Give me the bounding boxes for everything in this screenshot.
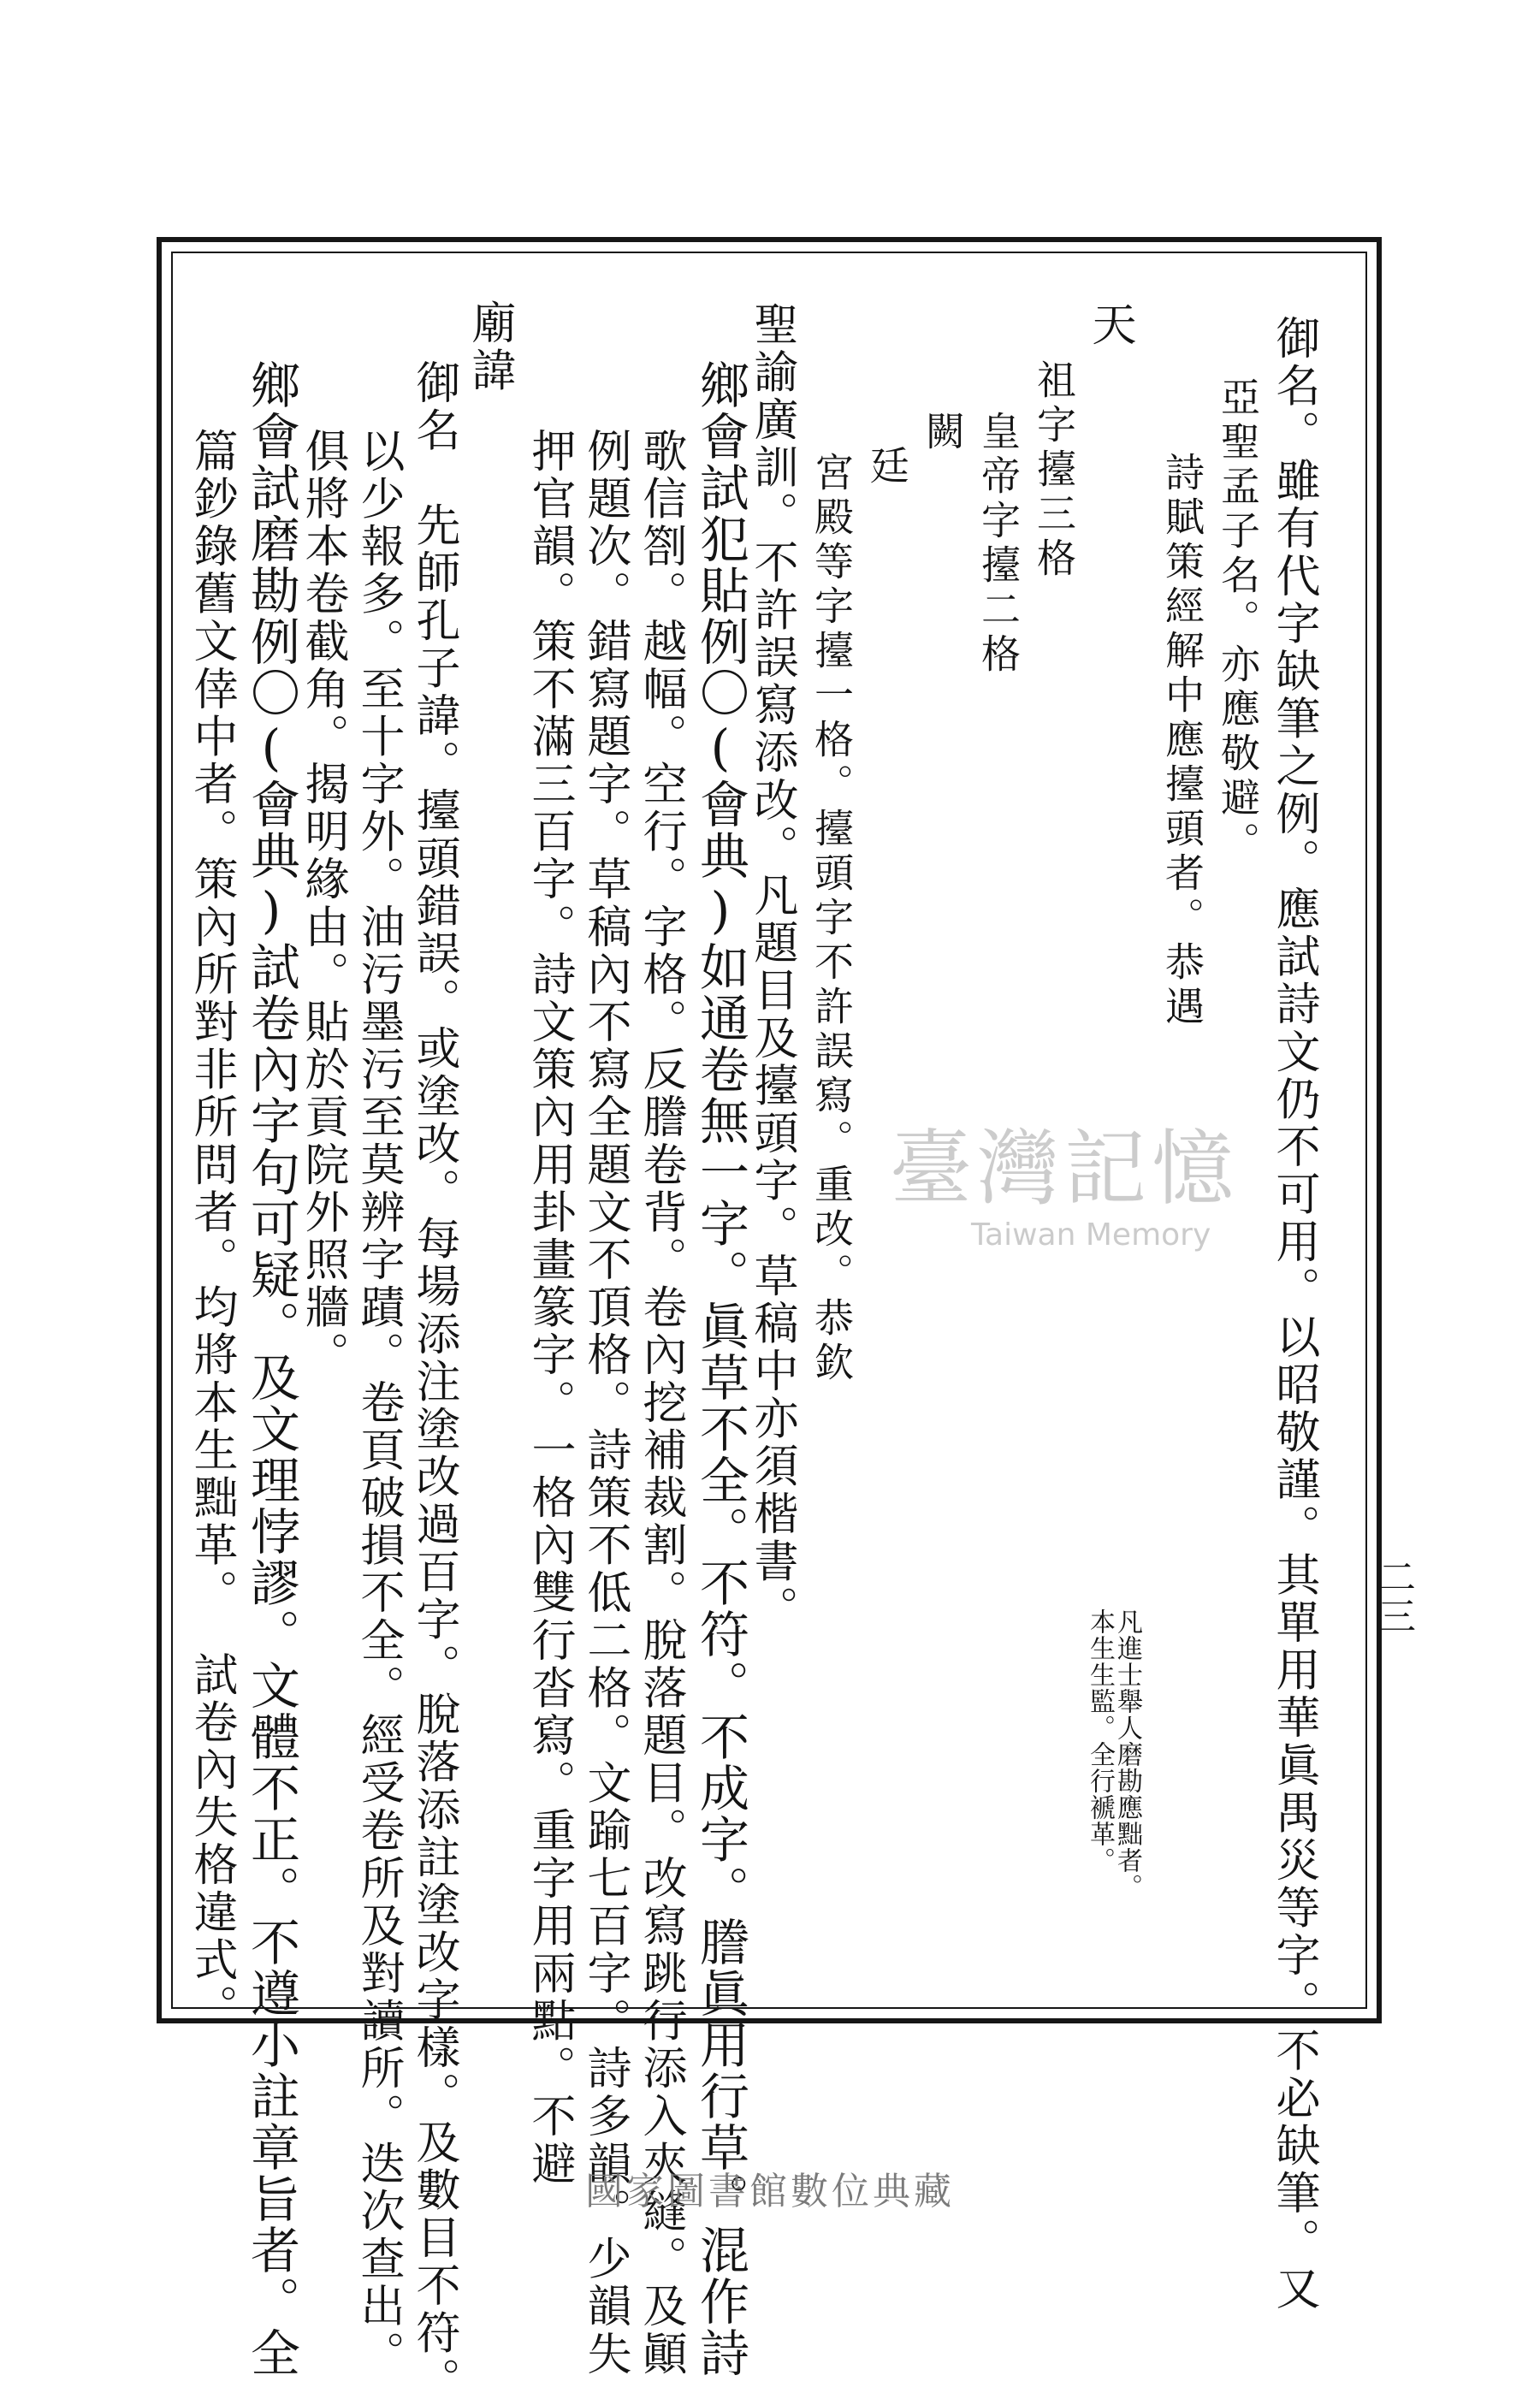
text-column: 聖諭廣訓。不許誤寫添改。凡題目及擡頭字。草稿中亦須楷書。 <box>746 301 797 1633</box>
note-line: 本生生監。全行褫革。 <box>1085 1608 1115 1874</box>
text-column: 闕 <box>920 411 966 455</box>
text-column: 皇帝字擡二格 <box>975 411 1022 678</box>
text-column: 御名 先師孔子諱。擡頭錯誤。或塗改。每場添注塗改過百字。脫落添註塗改字樣。及數目不符。 <box>408 359 459 2405</box>
text-column: 廷 <box>864 445 910 489</box>
text-column: 天 <box>1084 301 1135 349</box>
note-line: 凡進士舉人磨勘應黜者。 <box>1112 1608 1142 1900</box>
text-column: 歌信劄。越幅。空行。字格。反謄卷背。卷內挖補裁割。脫落題目。改寫跳行添入夾縫。及顚 <box>635 428 686 2378</box>
text-column: 押官韻。策不滿三百字。詩文策內用卦畫篆字。一格內雙行沓寫。重字用兩點。不避 <box>524 428 575 2189</box>
text-column: 宮殿等字擡一格。擡頭字不許誤寫。重改。恭欽 <box>808 452 855 1386</box>
text-column: 試卷內失格違式。 <box>186 1651 237 2032</box>
text-column: 詩賦策經解中應擡頭者。恭遇 <box>1159 452 1205 1030</box>
text-column: 祖字擡三格 <box>1031 359 1077 582</box>
page-number: 二三 <box>1371 1557 1415 1636</box>
text-column: 廟諱 <box>464 299 515 395</box>
watermark-english: Taiwan Memory <box>971 1217 1211 1253</box>
text-column: 俱將本卷截角。揭明緣由。貼於貢院外照牆。 <box>297 428 348 1379</box>
taiwan-memory-watermark <box>890 1104 1266 1300</box>
text-column: 以少報多。至十字外。油污墨污至莫辨字蹟。卷頁破損不全。經受卷所及對讀所。迭次查出。 <box>352 428 404 2378</box>
text-column: 篇鈔錄舊文倖中者。策內所對非所問者。均將本生黜革。 <box>186 428 237 1617</box>
text-column: 鄉會試犯貼例〇(會典)如通卷無一字。眞草不全。不符。不成字。謄眞用行草。混作詩 <box>691 359 749 2378</box>
text-column: 鄉會試磨勘例〇(會典)試卷內字句可疑。及文理悖謬。文體不正。不遵小註章旨者。全 <box>242 359 300 2378</box>
text-column: 亞聖孟子名。亦應敬避。 <box>1215 376 1261 866</box>
footer-caption: 國家圖書館數位典藏 <box>585 2170 955 2213</box>
watermark-chinese: 臺灣記憶 <box>890 1121 1239 1217</box>
text-column: 例題次。錯寫題字。草稿內不寫全題文不頂格。詩策不低二格。文踰七百字。詩多韻。少韻失 <box>579 428 631 2378</box>
text-column: 御名。雖有代字缺筆之例。應試詩文仍不可用。以昭敬謹。其單用華眞禺災等字。不必缺筆。又 <box>1268 315 1319 2313</box>
